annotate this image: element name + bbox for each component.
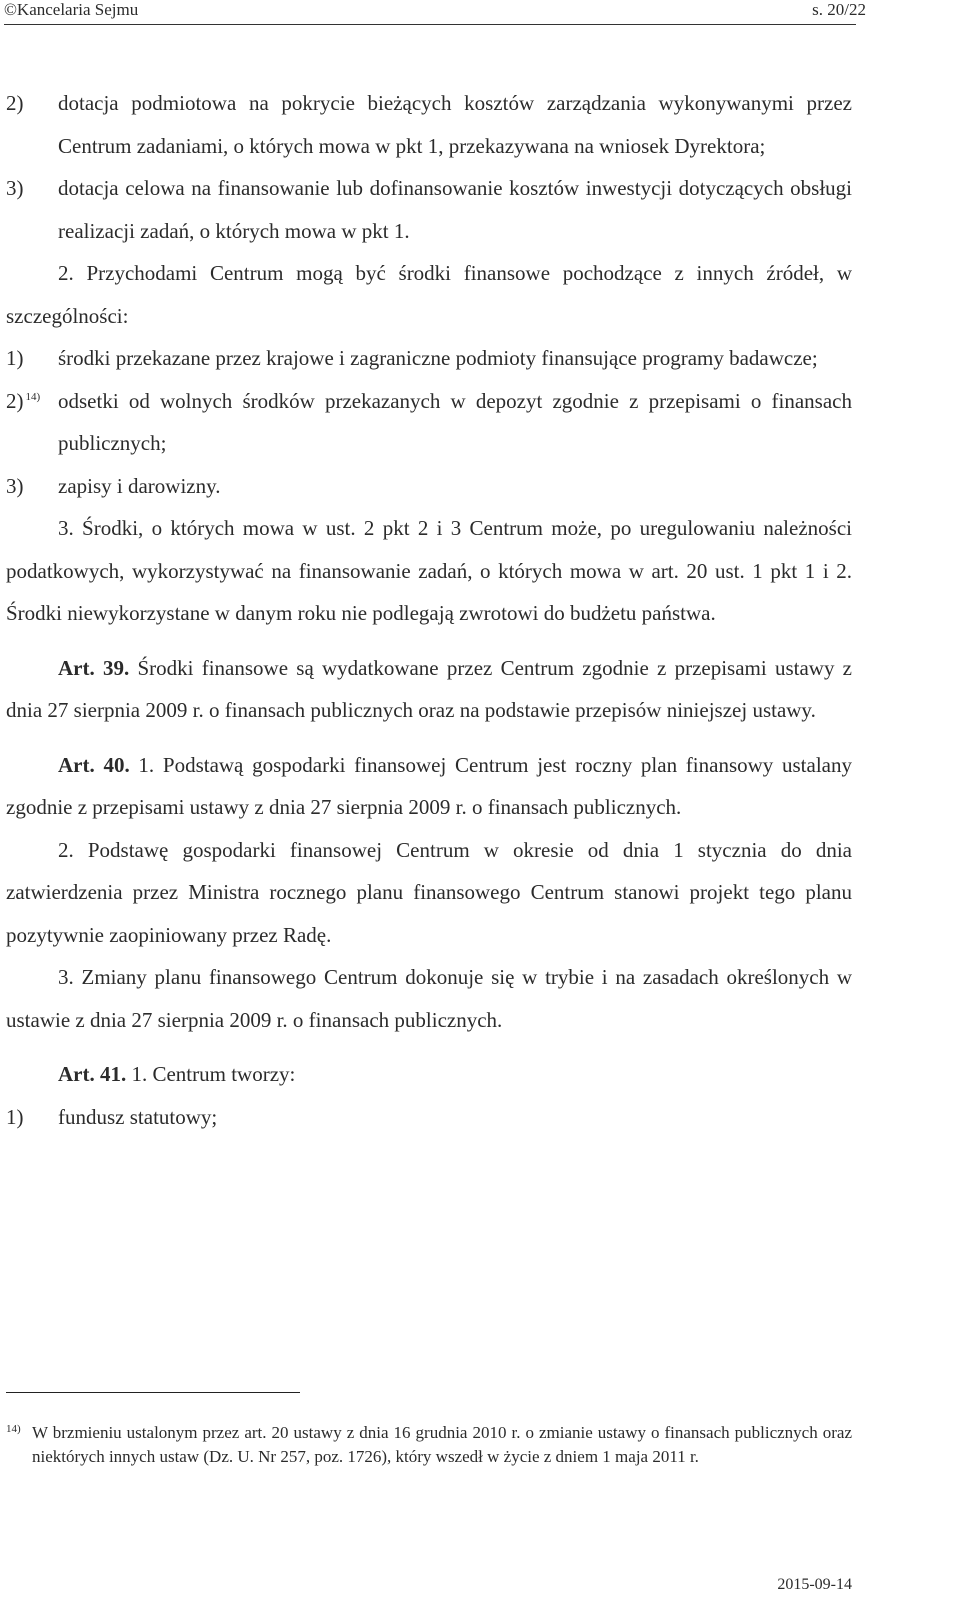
- footnote-ref[interactable]: 14): [25, 390, 41, 403]
- item-text: zapisy i darowizny.: [58, 473, 221, 498]
- article-39: [6, 647, 852, 732]
- item-number: 2): [6, 91, 24, 115]
- item-number: 3): [6, 176, 24, 200]
- article-label: Art. 40.: [58, 752, 130, 777]
- document-body: [6, 82, 852, 1138]
- item-number: 3): [6, 473, 24, 498]
- list-item: [6, 380, 852, 465]
- item-number: [6, 380, 40, 423]
- item-text: środki przekazane przez krajowe i zagraniczne podmioty finansujące programy badawcze;: [58, 346, 818, 370]
- list-item: [6, 167, 852, 252]
- item-number: 1): [6, 346, 24, 370]
- paragraph-ust-3: 3. Środki, o których mowa w ust. 2 pkt 2 i 3 Centrum może, po uregulowaniu należności podatkowych, wykorzystywać na finansowanie zadań, o których mowa w art. 20 ust. 1 pkt 1 i 2. Środki niewykorzystane w danym roku nie podlegają zwrotowi do budżetu państwa.: [6, 516, 852, 625]
- item-text: dotacja celowa na finansowanie lub dofinansowanie kosztów inwestycji dotyczących obsługi realizacji zadań, o których mowa w pkt 1.: [58, 176, 852, 243]
- item-text: odsetki od wolnych środków przekazanych w depozyt zgodnie z przepisami o finansach publicznych;: [58, 388, 852, 455]
- article-text: Środki finansowe są wydatkowane przez Centrum zgodnie z przepisami ustawy z dnia 27 sierpnia 2009 r. o finansach publicznych oraz na podstawie przepisów niniejszej ustawy.: [6, 655, 853, 722]
- article-label: Art. 41.: [58, 1062, 127, 1086]
- footnote: [6, 1421, 852, 1469]
- list-item: [6, 465, 852, 508]
- page-number: s. 20/22: [812, 0, 866, 19]
- item-text: fundusz statutowy;: [58, 1104, 218, 1129]
- footer-date: 2015-09-14: [777, 1576, 852, 1593]
- article-40: [6, 744, 852, 829]
- article-41: [6, 1053, 852, 1096]
- article-40-ust-2: 2. Podstawę gospodarki finansowej Centrum w okresie od dnia 1 stycznia do dnia zatwierdzenia przez Ministra rocznego planu finansowego Centrum stanowi projekt tego planu pozytywnie zaopiniowany przez Radę.: [6, 837, 852, 947]
- item-number-text: 2): [6, 388, 24, 413]
- article-text: 1. Podstawą gospodarki finansowej Centrum jest roczny plan finansowy ustalany zgodnie z przepisami ustawy z dnia 27 sierpnia 2009 r. o finansach publicznych.: [6, 752, 852, 819]
- article-label: Art. 39.: [58, 655, 130, 680]
- list-item: [6, 337, 852, 380]
- header-source: ©Kancelaria Sejmu: [4, 0, 139, 19]
- list-item: [6, 82, 852, 167]
- footnote-separator: [6, 1392, 300, 1393]
- item-number: 1): [6, 1104, 24, 1129]
- page-header: [0, 0, 960, 28]
- article-text: 1. Centrum tworzy:: [126, 1062, 296, 1086]
- paragraph-ust-2: 2. Przychodami Centrum mogą być środki finansowe pochodzące z innych źródeł, w szczególności:: [6, 261, 852, 328]
- item-text: dotacja podmiotowa na pokrycie bieżących kosztów zarządzania wykonywanymi przez Centrum zadaniami, o których mowa w pkt 1, przekazywana na wniosek Dyrektora;: [58, 91, 852, 158]
- footnote-mark: 14): [6, 1423, 21, 1435]
- article-40-ust-3: 3. Zmiany planu finansowego Centrum dokonuje się w trybie i na zasadach określonych w ustawie z dnia 27 sierpnia 2009 r. o finansach publicznych.: [6, 965, 852, 1032]
- footnote-text: W brzmieniu ustalonym przez art. 20 ustawy z dnia 16 grudnia 2010 r. o zmianie ustawy o finansach publicznych oraz niektórych innych ustaw (Dz. U. Nr 257, poz. 1726), który wszedł w życie z dniem 1 maja 2011 r.: [32, 1423, 852, 1466]
- header-rule: [4, 24, 856, 25]
- list-item: [6, 1096, 852, 1139]
